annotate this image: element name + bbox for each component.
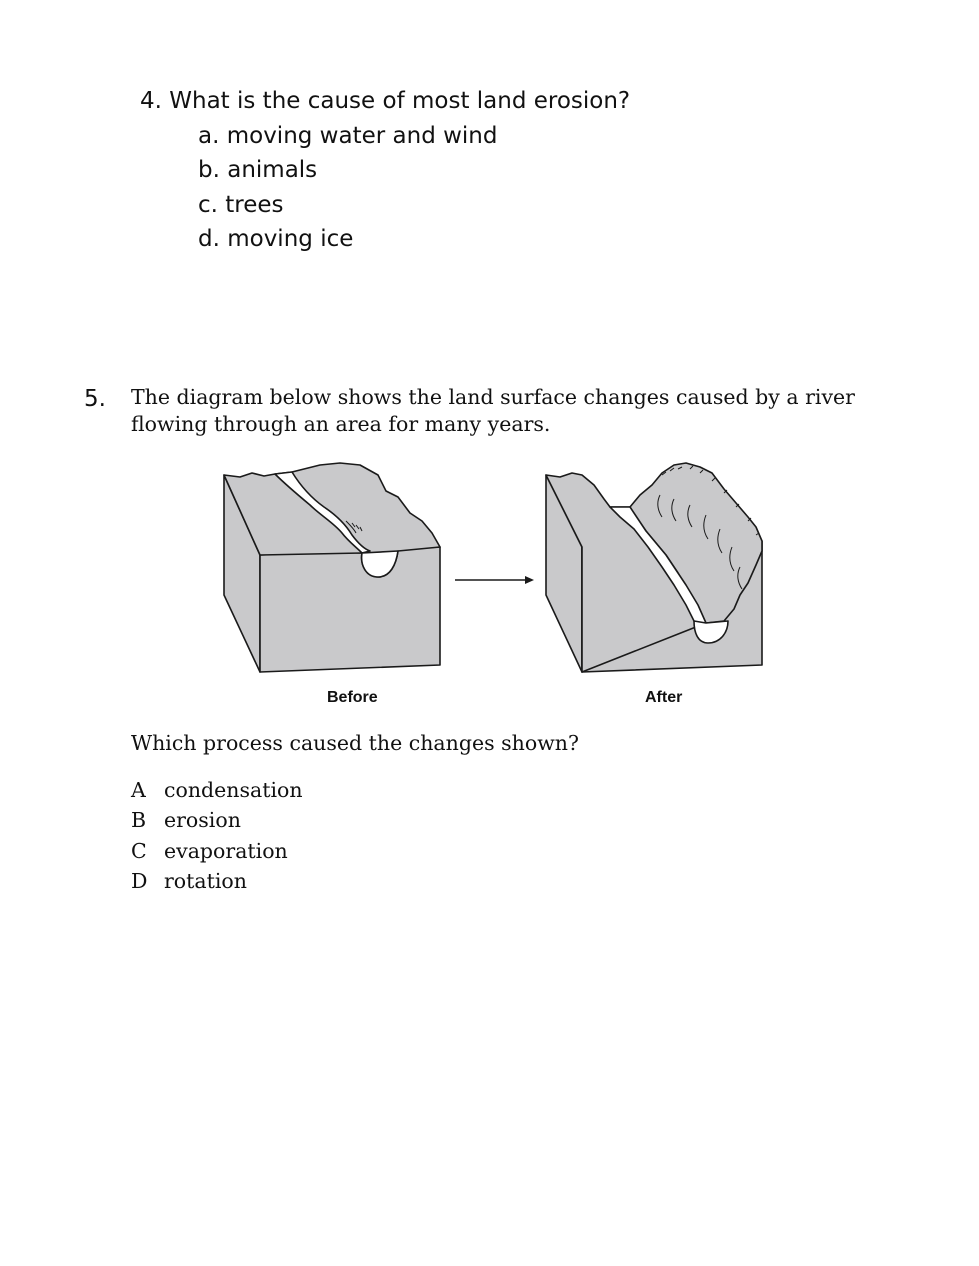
- q4-option-b: b. animals: [198, 157, 318, 184]
- q4-option-d: d. moving ice: [198, 226, 354, 253]
- arrow: [455, 576, 534, 584]
- q5-option-a: [131, 775, 303, 805]
- after-caption: After: [645, 689, 683, 706]
- question-5-number: 5.: [84, 386, 106, 412]
- option-letter: D: [131, 868, 148, 893]
- option-text: evaporation: [164, 838, 288, 863]
- question-4: [140, 84, 630, 257]
- question-5-options: [131, 775, 303, 896]
- q4-option-a: a. moving water and wind: [198, 122, 498, 149]
- river-erosion-diagram: [200, 455, 790, 720]
- before-landform: [224, 463, 440, 672]
- q5-option-d: [131, 866, 303, 896]
- question-4-text: 4. What is the cause of most land erosion?: [140, 88, 631, 114]
- option-letter: A: [131, 778, 146, 802]
- option-text: rotation: [164, 868, 247, 893]
- option-text: condensation: [164, 778, 303, 802]
- option-text: erosion: [164, 808, 241, 833]
- question-5-prompt: Which process caused the changes shown?: [131, 731, 579, 755]
- question-5-stem: The diagram below shows the land surface changes caused by a river flowing through an area for many years.: [131, 385, 855, 436]
- option-letter: C: [131, 838, 147, 863]
- after-landform: [546, 463, 762, 672]
- q5-option-c: [131, 836, 303, 866]
- option-letter: B: [131, 808, 147, 833]
- q5-option-b: [131, 805, 303, 835]
- q4-option-c: c. trees: [198, 191, 284, 218]
- before-caption: Before: [327, 689, 378, 706]
